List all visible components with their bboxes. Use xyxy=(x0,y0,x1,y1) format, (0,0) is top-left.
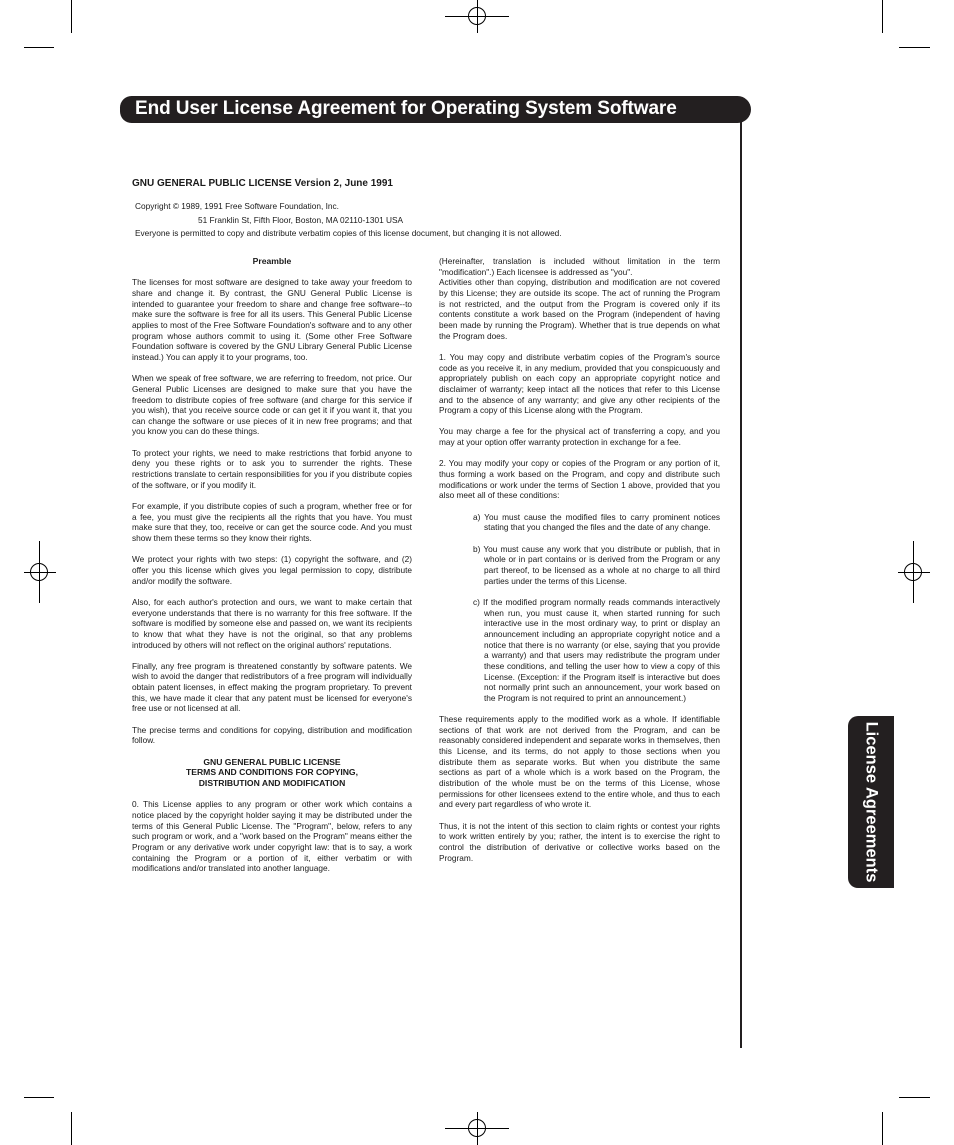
paragraph: These requirements apply to the modified work as a whole. If identifiable sections of that work are not derived from the Program, and can be reasonably considered independent and separate works in themselves, then this License, and its terms, do not apply to those sections when you distribute them as separate works. But when you distribute the same sections as part of a whole which is a work based on the Program, the distribution of the whole must be on the terms of this License, whose permissions for other licensees extend to the entire whole, and thus to each and every part regardless of who wrote it. xyxy=(439,714,720,810)
paragraph: 0. This License applies to any program or other work which contains a notice placed by the copyright holder saying it may be distributed under the terms of this General Public License. The "Program", below, refers to any such program or work, and a "work based on the Program" means either the Program or any derivative work under copyright law: that is to say, a work containing the Program or a portion of it, either verbatim or with modifications and/or translated into another language. xyxy=(132,799,412,874)
paragraph: Activities other than copying, distribution and modification are not covered by this License; they are outside its scope. The act of running the Program is not restricted, and the output from the Program is covered only if its contents constitute a work based on the Program (independent of having been made by running the Program). Whether that is true depends on what the Program does. xyxy=(439,277,720,341)
paragraph: To protect your rights, we need to make restrictions that forbid anyone to deny you these rights or to ask you to surrender the rights. These restrictions translate to certain responsibilities for you if you distribute copies of the software, or if you modify it. xyxy=(132,447,412,490)
crop-mark xyxy=(882,1112,883,1145)
paragraph: (Hereinafter, translation is included without limitation in the term "modification".) Each licensee is addressed as "you". xyxy=(439,256,720,277)
paragraph: 1. You may copy and distribute verbatim copies of the Program's source code as you receive it, in any medium, provided that you conspicuously and appropriately publish on each copy an appropriate copyright notice and disclaimer of warranty; keep intact all the notices that refer to this License and to the absence of any warranty; and give any other recipients of the Program a copy of this License along with the Program. xyxy=(439,351,720,416)
crop-mark xyxy=(24,47,54,48)
page-title: End User License Agreement for Operating System Software xyxy=(135,98,677,119)
section-tab-label: License Agreements xyxy=(862,721,881,883)
list-item: b) You must cause any work that you distribute or publish, that in whole or in part contains or is derived from the Program or any part thereof, to be licensed as a whole at no charge to all third parties under the terms of this License. xyxy=(473,543,720,586)
paragraph: The licenses for most software are designed to take away your freedom to share and change it. By contrast, the GNU General Public License is intended to guarantee your freedom to share and change free software--to make sure the software is free for all its users. This General Public License applies to most of the Free Software Foundation's software and to any other program whose authors commit to using it. (Some other Free Software Foundation software is covered by the GNU Library General Public License instead.) You can apply it to your programs, too. xyxy=(132,277,412,362)
paragraph: For example, if you distribute copies of such a program, whether free or for a fee, you must give the recipients all the rights that you have. You must make sure that they, too, receive or can get the source code. And you must show them these terms so they know their rights. xyxy=(132,501,412,543)
permission-notice: Everyone is permitted to copy and distribute verbatim copies of this license document, but changing it is not allowed. xyxy=(135,228,562,238)
crop-mark xyxy=(882,0,883,33)
preamble-heading: Preamble xyxy=(252,256,292,266)
paragraph: Also, for each author's protection and ours, we want to make certain that everyone understands that there is no warranty for this free software. If the software is modified by someone else and passed on, we want its recipients to know that what they have is not the original, so that any problems introduced by others will not reflect on the original authors' reputations. xyxy=(132,596,412,650)
list-item: c) If the modified program normally reads commands interactively when run, you must cause it, when started running for such interactive use in the most ordinary way, to print or display an announcement including an appropriate copyright notice and a notice that there is no warranty (or else, saying that you provide a warranty) and that users may redistribute the program under these conditions, and telling the user how to view a copy of this License. (Exception: if the Program itself is interactive but does not normally print such an announcement, your work based on the Program is not required to print an announcement.) xyxy=(473,596,720,703)
paragraph: The precise terms and conditions for copying, distribution and modification follow. xyxy=(132,724,412,746)
crop-mark xyxy=(71,0,72,33)
terms-heading xyxy=(132,757,412,789)
license-title: GNU GENERAL PUBLIC LICENSE Version 2, June 1991 xyxy=(132,178,393,189)
address-line: 51 Franklin St, Fifth Floor, Boston, MA 02110-1301 USA xyxy=(198,215,404,225)
header-banner xyxy=(120,96,751,123)
right-column xyxy=(439,256,720,874)
crop-mark xyxy=(24,1097,54,1098)
crop-mark xyxy=(899,1097,930,1098)
terms-heading-line: DISTRIBUTION AND MODIFICATION xyxy=(198,778,346,789)
terms-heading-line: TERMS AND CONDITIONS FOR COPYING, xyxy=(185,767,359,778)
left-column xyxy=(132,256,412,885)
crop-mark xyxy=(71,1112,72,1145)
terms-heading-line: GNU GENERAL PUBLIC LICENSE xyxy=(203,756,341,767)
paragraph: 2. You may modify your copy or copies of the Program or any portion of it, thus forming a work based on the Program, and copy and distribute such modifications or work under the terms of Section 1 above, provided that you also meet all of these conditions: xyxy=(439,458,720,501)
margin-rule xyxy=(740,110,742,1048)
paragraph: You may charge a fee for the physical act of transferring a copy, and you may at your option offer warranty protection in exchange for a fee. xyxy=(439,426,720,448)
paragraph: We protect your rights with two steps: (1) copyright the software, and (2) offer you this license which gives you legal permission to copy, distribute and/or modify the software. xyxy=(132,554,412,586)
paragraph: Thus, it is not the intent of this section to claim rights or contest your rights to work written entirely by you; rather, the intent is to exercise the right to control the distribution of derivative or collective works based on the Program. xyxy=(439,820,720,863)
list-item: a) You must cause the modified files to carry prominent notices stating that you changed the files and the date of any change. xyxy=(473,511,720,533)
crop-mark xyxy=(899,47,930,48)
paragraph: Finally, any free program is threatened constantly by software patents. We wish to avoid the danger that redistributors of a free program will individually obtain patent licenses, in effect making the program proprietary. To prevent this, we have made it clear that any patent must be licensed for everyone's free use or not licensed at all. xyxy=(132,660,412,714)
paragraph: When we speak of free software, we are referring to freedom, not price. Our General Public Licenses are designed to make sure that you have the freedom to distribute copies of free software (and charge for this service if you wish), that you receive source code or can get it if you want it, that you can change the software or use pieces of it in new free programs; and that you know you can do these things. xyxy=(132,373,412,437)
copyright-line: Copyright © 1989, 1991 Free Software Foundation, Inc. xyxy=(135,201,339,211)
section-tab xyxy=(848,716,894,888)
